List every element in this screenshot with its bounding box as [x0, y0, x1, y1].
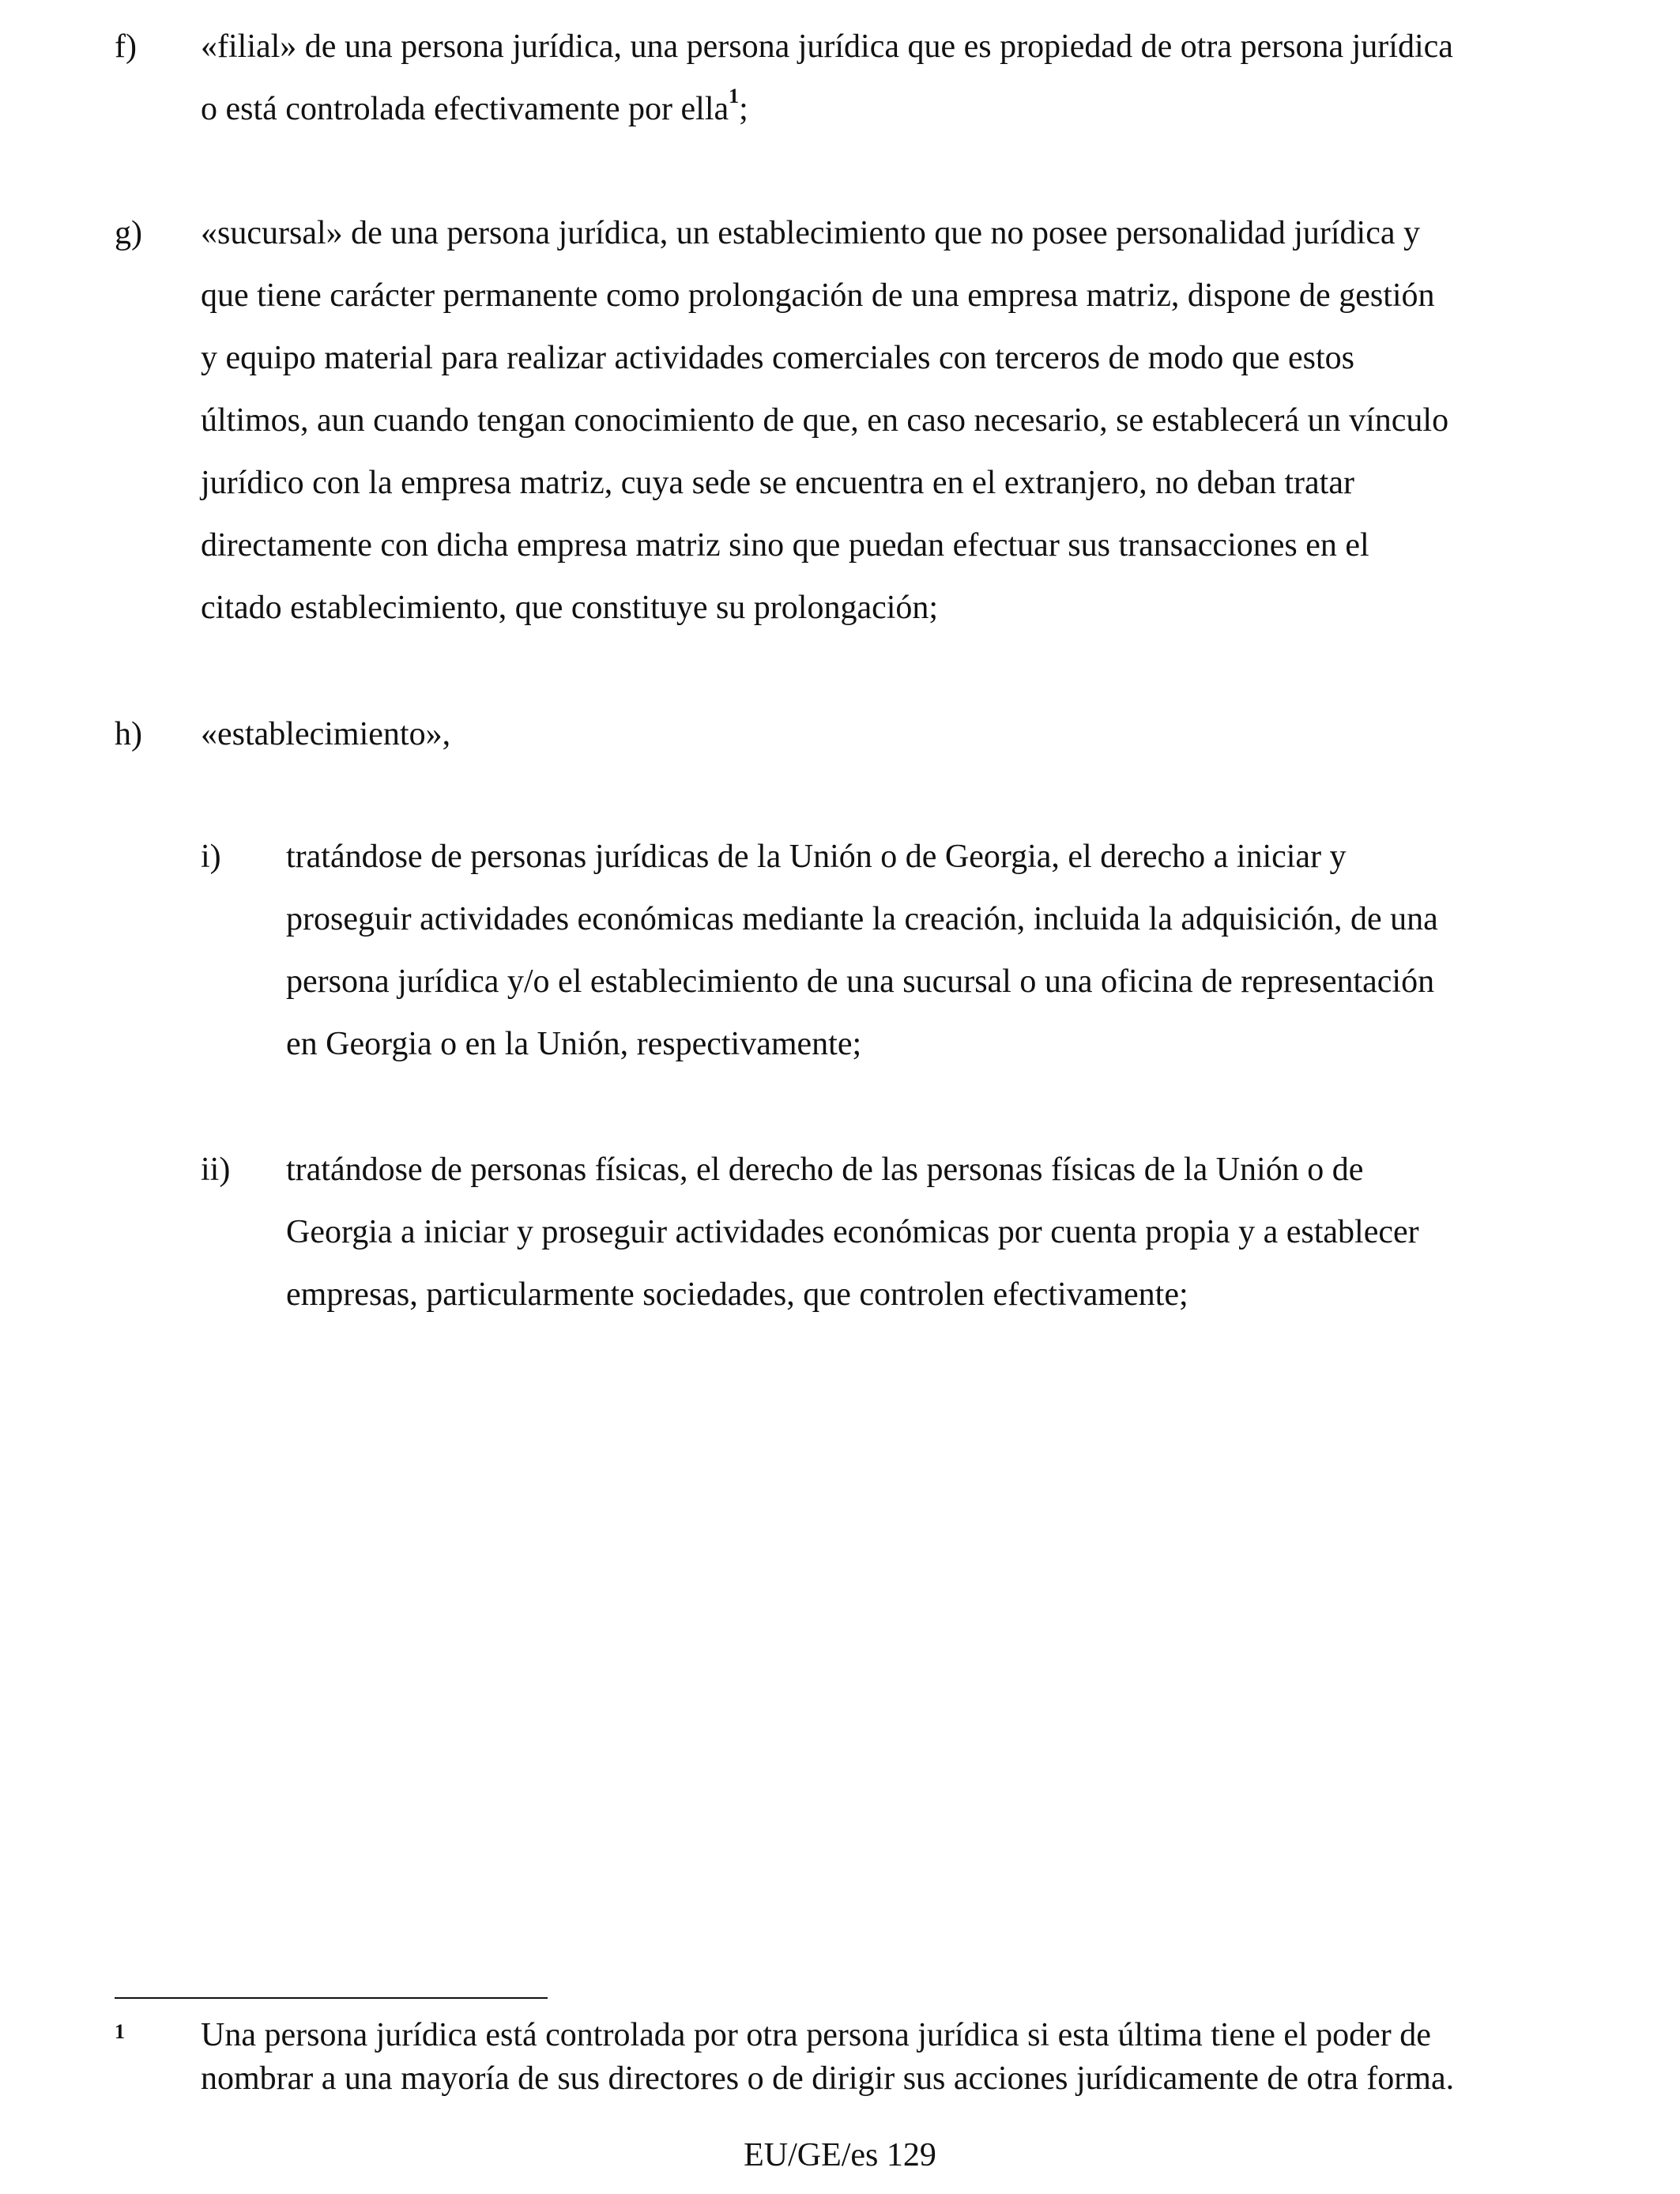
footnote-number: 1 — [115, 2020, 125, 2043]
item-label: h) — [115, 716, 142, 752]
text-line: que tiene carácter permanente como prolongación de una empresa matriz, dispone de gestión — [201, 277, 1435, 314]
text-line: directamente con dicha empresa matriz sino que puedan efectuar sus transacciones en el — [201, 527, 1369, 564]
text-trailing: ; — [739, 91, 748, 127]
footnote-separator — [115, 1997, 548, 1999]
item-text — [201, 703, 1576, 766]
page-footer: EU/GE/es 129 — [744, 2137, 936, 2173]
text-line: «filial» de una persona jurídica, una persona jurídica que es propiedad de otra persona jurídica — [201, 28, 1453, 65]
text-line: o está controlada efectivamente por ella — [201, 91, 729, 127]
footnote-reference[interactable]: 1 — [729, 85, 740, 107]
subitem-label: ii) — [201, 1152, 231, 1188]
item-text — [201, 16, 1576, 141]
text-line: empresas, particularmente sociedades, que controlen efectivamente; — [286, 1276, 1188, 1313]
text-line: proseguir actividades económicas mediante la creación, incluida la adquisición, de una — [286, 901, 1438, 937]
footnote-line: Una persona jurídica está controlada por otra persona jurídica si esta última tiene el poder de — [201, 2017, 1431, 2053]
item-label: g) — [115, 215, 142, 251]
text-line: y equipo material para realizar actividades comerciales con terceros de modo que estos — [201, 340, 1355, 376]
footnote-line: nombrar a una mayoría de sus directores o de dirigir sus acciones jurídicamente de otra forma. — [201, 2060, 1455, 2097]
text-line: «establecimiento», — [201, 716, 451, 752]
text-line: últimos, aun cuando tengan conocimiento de que, en caso necesario, se establecerá un vínculo — [201, 402, 1449, 439]
text-line: persona jurídica y/o el establecimiento de una sucursal o una oficina de representación — [286, 963, 1435, 1000]
text-line: citado establecimiento, que constituye su prolongación; — [201, 590, 939, 626]
item-label: f) — [115, 28, 137, 65]
footnote-text — [201, 2014, 1591, 2101]
text-line: tratándose de personas jurídicas de la Unión o de Georgia, el derecho a iniciar y — [286, 839, 1347, 875]
subitem-text — [286, 826, 1582, 1076]
text-line: «sucursal» de una persona jurídica, un establecimiento que no posee personalidad jurídica y — [201, 215, 1421, 251]
subitem-text — [286, 1139, 1582, 1326]
text-line: en Georgia o en la Unión, respectivamente; — [286, 1026, 862, 1062]
text-line: tratándose de personas físicas, el derecho de las personas físicas de la Unión o de — [286, 1152, 1364, 1188]
text-line: jurídico con la empresa matriz, cuya sede se encuentra en el extranjero, no deban tratar — [201, 465, 1354, 501]
text-line-with-footnote — [201, 78, 1576, 141]
item-text — [201, 202, 1576, 639]
text-line: Georgia a iniciar y proseguir actividades económicas por cuenta propia y a establecer — [286, 1214, 1419, 1250]
subitem-label: i) — [201, 839, 221, 875]
